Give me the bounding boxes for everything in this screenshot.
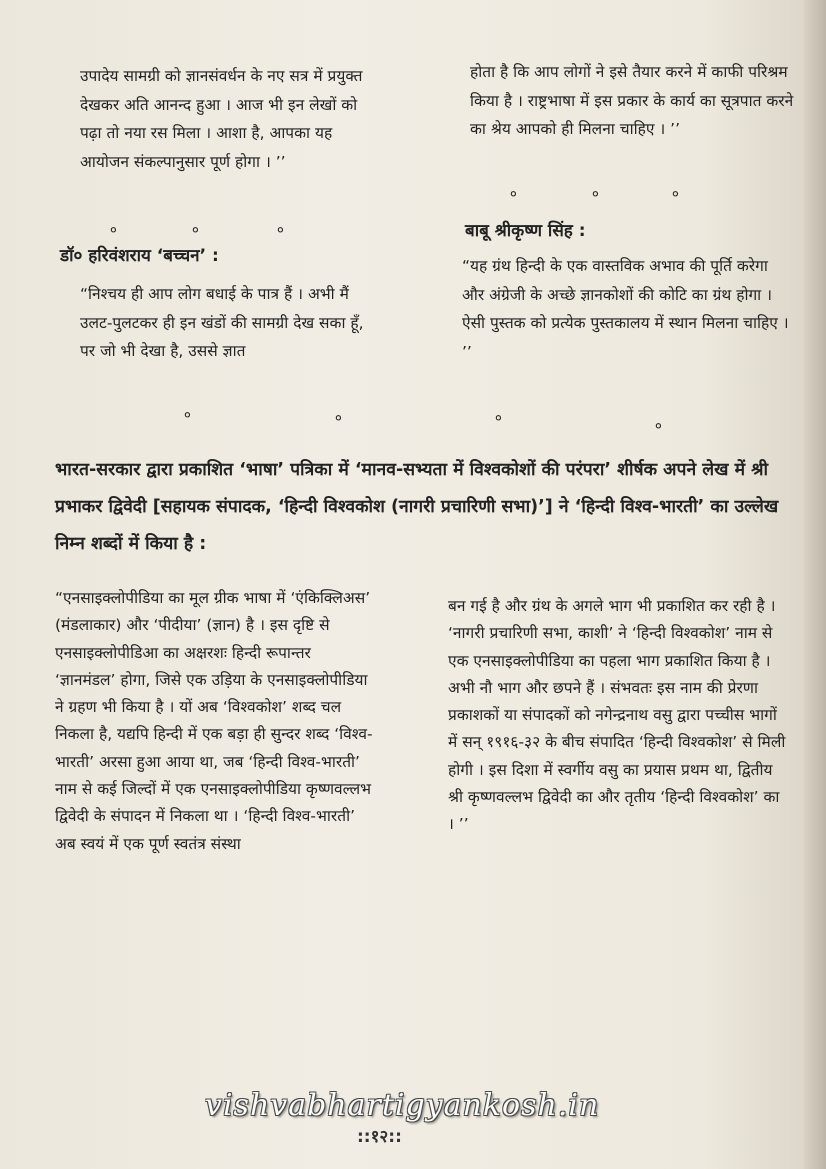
separator-dot: ० <box>655 419 662 434</box>
separator-dot: ० <box>510 187 517 202</box>
quote-right-text: बन गई है और ग्रंथ के अगले भाग भी प्रकाशित कर रही है । ‘नागरी प्रचारिणी सभा, काशी’ ने ‘हिन्दी विश्वकोश’ नाम से एक एनसाइक्लोपीडिया का पहला भाग प्रकाशित किया है । अभी नौ भाग और छपने हैं । संभवतः इस नाम की प्रेरणा प्रकाशकों या संपादकों को नगेन्द्रनाथ वसु द्वारा पच्चीस भागों में सन् १९१६-३२ के बीच संपादित ‘हिन्दी विश्वकोश’ से मिली होगी । इस दिशा में स्वर्गीय वसु का प्रयास प्रथम था, द्वितीय श्री कृष्णवल्लभ द्विवेदी का और तृतीय ‘हिन्दी विश्वकोश’ का । ’’ <box>448 597 786 834</box>
separator-dot: ० <box>672 187 679 202</box>
top-right-text: होता है कि आप लोगों ने इसे तैयार करने में काफी परिश्रम किया है । राष्ट्रभाषा में इस प्रकार के कार्य का सूत्रपात करने का श्रेय आपको ही मिलना चाहिए । ’’ <box>470 63 794 138</box>
bachchan-quote-text: “निश्चय ही आप लोग बधाई के पात्र हैं । अभी मैं उलट-पुलटकर ही इन खंडों की सामग्री देख सका हूँ, पर जो भी देखा है, उससे ज्ञात <box>80 285 364 360</box>
quote-left-text: “एनसाइक्लोपीडिया का मूल ग्रीक भाषा में ‘एंकिक्लिअस’ (मंडलाकार) और ‘पीदीया’ (ज्ञान) है । इस दृष्टि से एनसाइक्लोपीडिआ का अक्षरशः हिन्दी रूपान्तर ‘ज्ञानमंडल’ होगा, जिसे एक उड़िया के एनसाइक्लोपीडिया ने ग्रहण भी किया है । यों अब ‘विश्वकोश’ शब्द चल निकला है, यद्यपि हिन्दी में एक बड़ा ही सुन्दर शब्द ‘विश्व-भारती’ अरसा हुआ आया था, जब ‘हिन्दी विश्व-भारती’ नाम से कई जिल्दों में एक एनसाइक्लोपीडिया कृष्णवल्लभ द्विवेदी के संपादन में निकला था । ‘हिन्दी विश्व-भारती’ अब स्वयं में एक पूर्ण स्वतंत्र संस्था <box>55 589 373 853</box>
page-edge <box>804 0 826 1169</box>
section-heading-shrikrishna-singh: बाबू श्रीकृष्ण सिंह : <box>465 221 586 241</box>
separator-dot: ० <box>592 187 599 202</box>
top-left-paragraph <box>80 62 380 176</box>
separator-dot: ० <box>495 411 502 426</box>
shrikrishna-singh-quote <box>462 252 792 366</box>
quote-right-column <box>448 593 788 839</box>
shrikrishna-singh-quote-text: “यह ग्रंथ हिन्दी के एक वास्तविक अभाव की पूर्ति करेगा और अंग्रेजी के अच्छे ज्ञानकोशों की कोटि का ग्रंथ होगा । ऐसी पुस्तक को प्रत्येक पुस्तकालय में स्थान मिलना चाहिए । ’’ <box>462 257 789 361</box>
bachchan-quote <box>80 280 380 366</box>
separator-dot: ० <box>184 408 191 423</box>
top-left-text: उपादेय सामग्री को ज्ञानसंवर्धन के नए सत्र में प्रयुक्त देखकर अति आनन्द हुआ । आज भी इन लेखों को पढ़ा तो नया रस मिला । आशा है, आपका यह आयोजन संकल्पानुसार पूर्ण होगा । ’’ <box>80 67 363 171</box>
top-right-paragraph <box>470 58 795 144</box>
intro-paragraph <box>55 452 795 563</box>
section-heading-bachchan: डॉ० हरिवंशराय ‘बच्चन’ : <box>60 246 219 266</box>
separator-dot: ० <box>110 223 117 238</box>
separator-dot: ० <box>277 223 284 238</box>
intro-text: भारत-सरकार द्वारा प्रकाशित ‘भाषा’ पत्रिका में ‘मानव-सभ्यता में विश्वकोशों की परंपरा’ शीर्षक अपने लेख में श्री प्रभाकर द्विवेदी [सहायक संपादक, ‘हिन्दी विश्वकोश (नागरी प्रचारिणी सभा)’] ने ‘हिन्दी विश्व-भारती’ का उल्लेख निम्न शब्दों में किया है : <box>55 460 779 554</box>
quote-left-column <box>55 585 375 858</box>
separator-dot: ० <box>335 411 342 426</box>
page-number: ::१२:: <box>357 1127 402 1147</box>
website-watermark: vishvabhartigyankosh.in <box>205 1088 600 1123</box>
separator-dot: ० <box>192 223 199 238</box>
